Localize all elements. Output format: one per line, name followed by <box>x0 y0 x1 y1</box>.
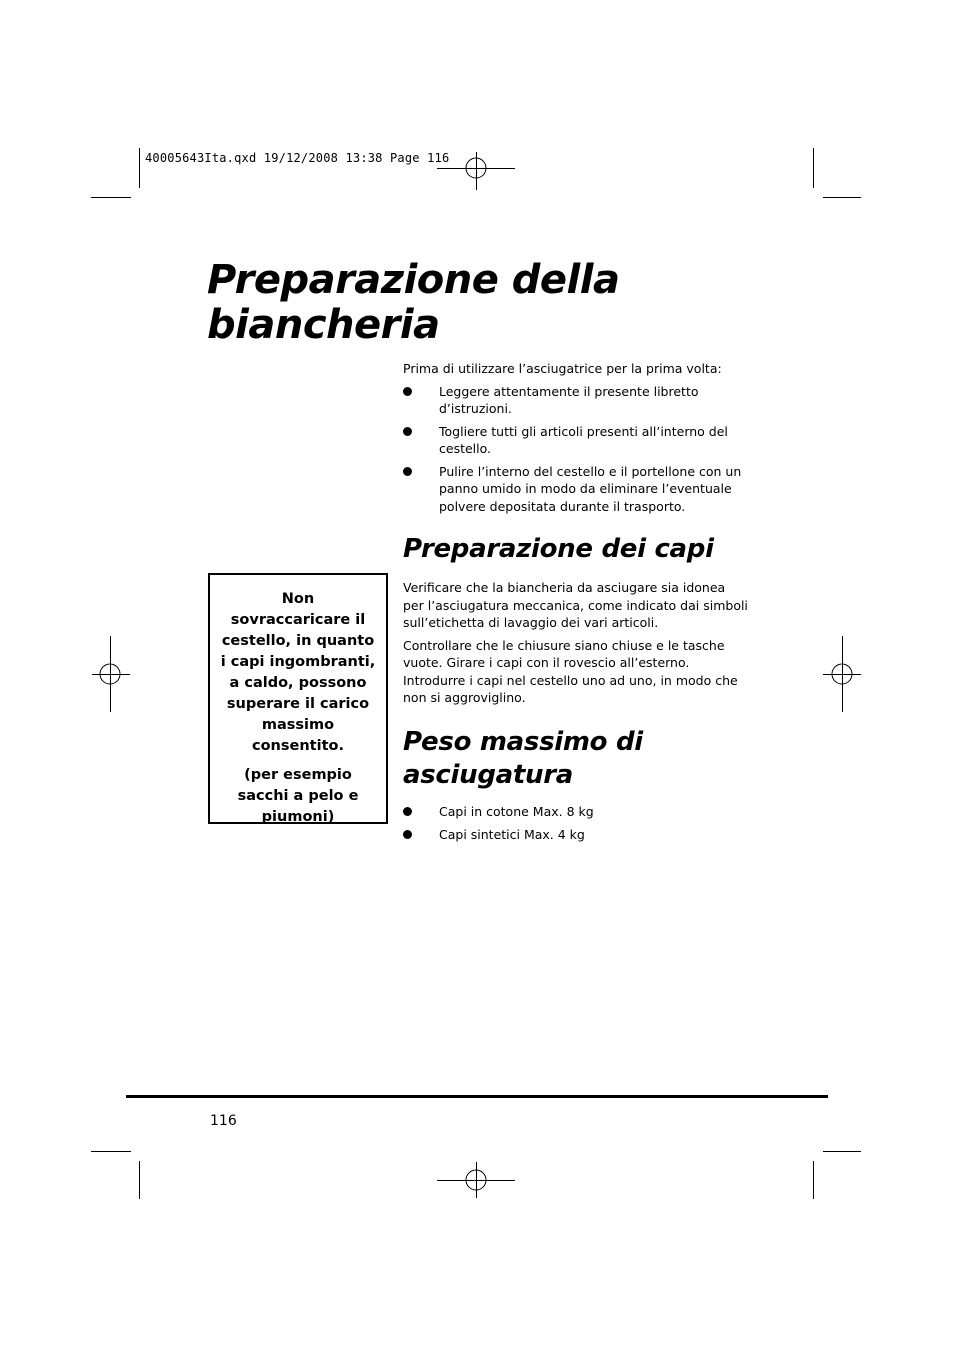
list-item: Leggere attentamente il presente libretto d’istruzioni. <box>403 383 748 418</box>
page-number: 116 <box>210 1113 237 1129</box>
section-peso-body <box>403 803 748 843</box>
bullet-icon <box>403 467 412 476</box>
section-heading-peso: Peso massimo di asciugatura <box>403 727 643 790</box>
bullet-icon <box>403 387 412 396</box>
list-item: Capi sintetici Max. 4 kg <box>403 826 748 844</box>
intro-list <box>403 383 748 516</box>
warning-example: (per esempio sacchi a pelo e piumoni) <box>237 767 359 825</box>
intro-section <box>403 360 748 515</box>
registration-mark-icon <box>464 1168 488 1192</box>
paragraph: Controllare che le chiusure siano chiuse e le tasche vuote. Girare i capi con il rovescio all’esterno. Introdurre i capi nel cestello uno ad uno, in modo che non si aggroviglino. <box>403 637 738 705</box>
list-item: Capi in cotone Max. 8 kg <box>403 803 748 821</box>
warning-box <box>208 573 388 824</box>
intro-lead: Prima di utilizzare l’asciugatrice per la prima volta: <box>403 361 722 376</box>
print-slug: 40005643Ita.qxd 19/12/2008 13:38 Page 116 <box>145 151 450 165</box>
footer-rule <box>126 1095 828 1098</box>
list-item: Pulire l’interno del cestello e il portellone con un panno umido in modo da eliminare l’eventuale polvere depositata durante il trasporto. <box>403 463 748 516</box>
warning-text: Non sovraccaricare il cestello, in quanto i capi ingombranti, a caldo, possono superare il carico massimo consentito. <box>220 591 376 754</box>
bullet-icon <box>403 830 412 839</box>
paragraph: Verificare che la biancheria da asciugare sia idonea per l’asciugatura meccanica, come indicato dai simboli sull’etichetta di lavaggio dei vari articoli. <box>403 580 748 630</box>
bullet-icon <box>403 807 412 816</box>
registration-mark-icon <box>830 662 854 686</box>
peso-list <box>403 803 748 843</box>
bullet-icon <box>403 427 412 436</box>
section-heading-capi: Preparazione dei capi <box>403 534 714 564</box>
list-item: Togliere tutti gli articoli presenti all’interno del cestello. <box>403 423 748 458</box>
registration-mark-icon <box>98 662 122 686</box>
page-title: Preparazione della biancheria <box>207 257 620 348</box>
section-capi-body <box>403 579 748 707</box>
registration-mark-icon <box>464 156 488 180</box>
